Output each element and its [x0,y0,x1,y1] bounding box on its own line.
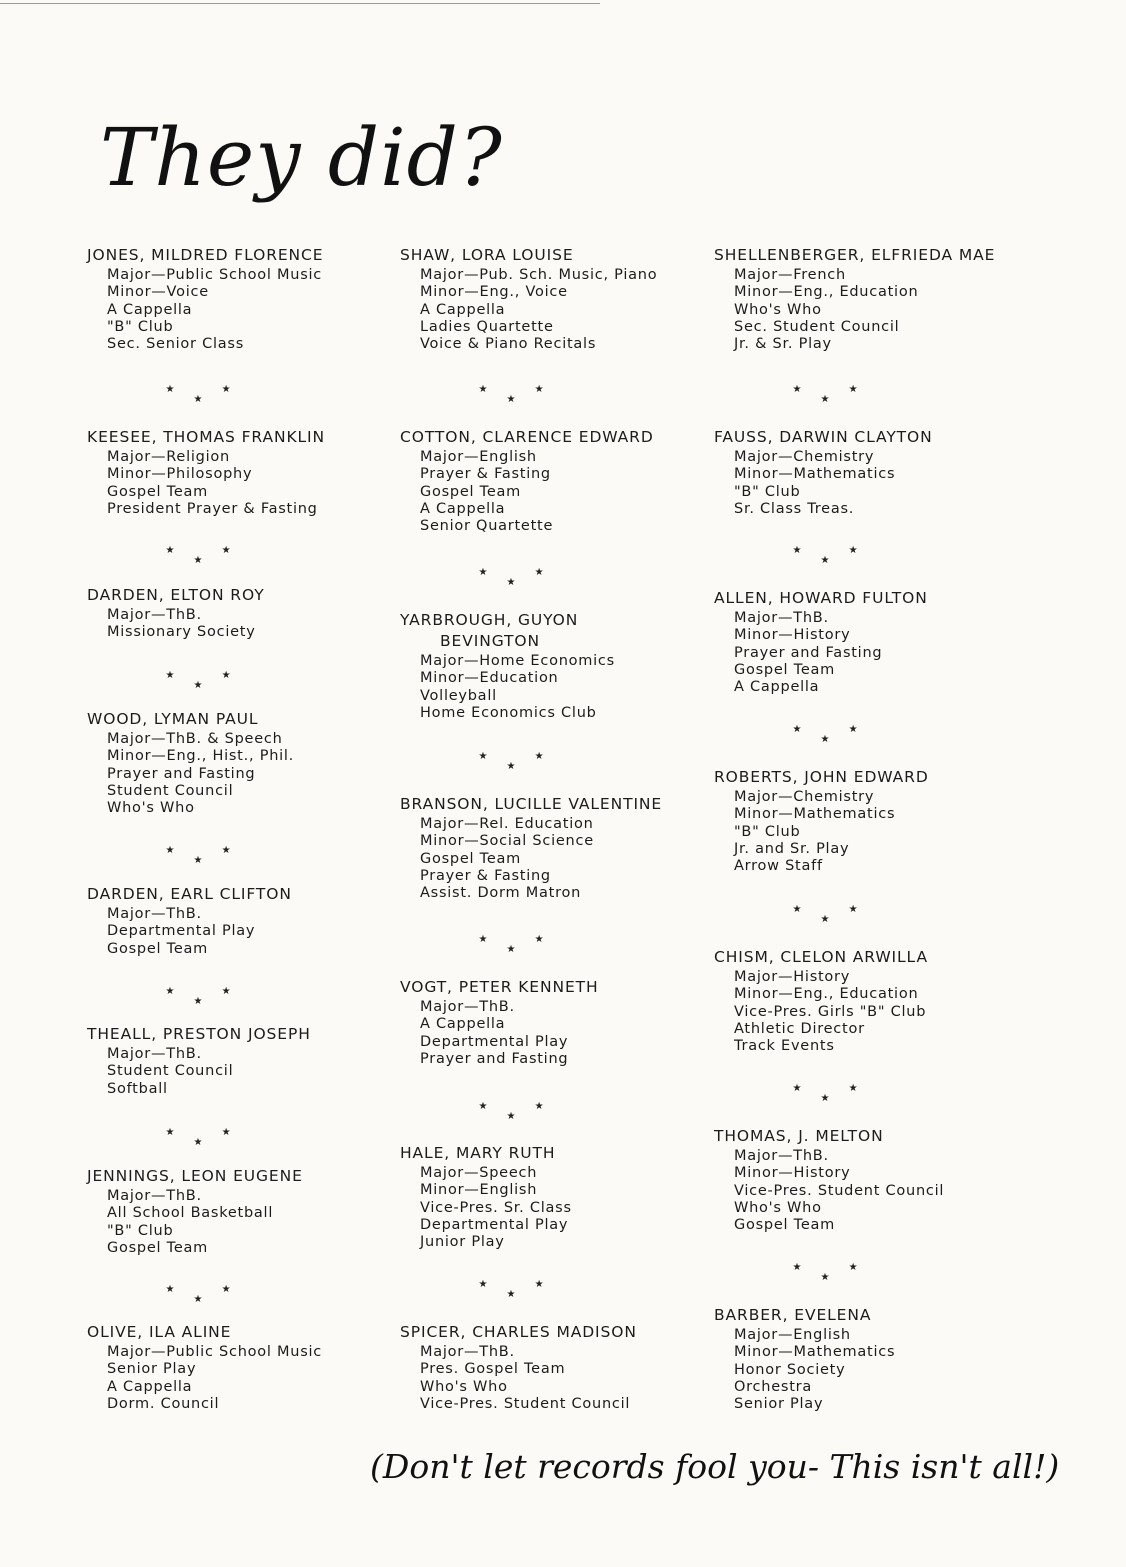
entry-name: BRANSON, LUCILLE VALENTINE [400,795,663,813]
star-separator: ★ ★ ★ [165,384,253,405]
activity-item: Softball [107,1080,168,1097]
activity-item: Volleyball [420,687,497,704]
activity-item: Major—ThB. [734,1148,829,1164]
page-title: They did? [100,111,503,204]
entry [714,1306,1014,1413]
entry [400,795,700,902]
star-separator: ★ ★ ★ [165,845,253,866]
activity-item: Ladies Quartette [420,318,554,335]
activity-item: A Cappella [107,301,193,318]
activity-item: A Cappella [734,679,820,696]
activity-item: Minor—Eng., Education [734,986,919,1003]
activity-item: Major—Home Economics [420,653,615,669]
activity-item: Gospel Team [734,1217,835,1234]
star-separator: ★ ★ ★ [478,751,566,772]
star-separator: ★ ★ ★ [792,1083,880,1104]
activity-item: Gospel Team [734,661,835,678]
activity-item: Major—Chemistry [734,449,875,465]
activity-item: Track Events [734,1038,835,1055]
activity-item: Honor Society [734,1361,846,1378]
star-separator: ★ ★ ★ [792,904,880,925]
activity-item: A Cappella [420,1016,506,1033]
activity-list [87,1188,387,1257]
activity-item: Athletic Director [734,1020,865,1037]
entry [400,246,700,353]
entry [87,586,387,642]
activity-item: Who's Who [420,1378,508,1395]
activity-item: Sr. Class Treas. [734,500,855,517]
entry-name: SHAW, LORA LOUISE [400,246,574,264]
entry-name: KEESEE, THOMAS FRANKLIN [87,428,326,446]
activity-item: Minor—Education [420,670,559,687]
entry [87,1323,387,1413]
activity-item: Departmental Play [420,1216,569,1233]
activity-item: Major—Rel. Education [420,816,594,832]
activity-item: Vice-Pres. Student Council [420,1395,631,1412]
entry-name: ALLEN, HOWARD FULTON [714,589,928,607]
entry-name: CHISM, CLELON ARWILLA [714,948,928,966]
activity-item: All School Basketball [107,1205,274,1222]
activity-item: Major—ThB. [734,610,829,626]
entry-name-continued: BEVINGTON [440,632,541,650]
activity-item: Minor—Social Science [420,833,594,850]
activity-item: "B" Club [734,483,801,500]
activity-item: Student Council [107,1063,234,1080]
activity-list [87,1046,387,1098]
star-separator: ★ ★ ★ [478,934,566,955]
activity-item: Senior Play [107,1361,197,1378]
activity-item: Gospel Team [107,1239,208,1256]
page-footer: (Don't let records fool you- This isn't all!) [370,1447,1060,1486]
activity-list [87,267,387,353]
activity-item: Sec. Senior Class [107,336,244,353]
activity-list [400,1165,700,1251]
entry-name: SPICER, CHARLES MADISON [400,1323,637,1341]
activity-item: Pres. Gospel Team [420,1361,566,1378]
activity-item: Gospel Team [420,850,521,867]
star-separator: ★ ★ ★ [165,986,253,1007]
activity-item: Vice-Pres. Student Council [734,1182,945,1199]
activity-item: Who's Who [734,1199,822,1216]
activity-item: Major—ThB. [107,906,202,922]
activity-item: "B" Club [107,318,174,335]
activity-list [87,607,387,642]
activity-item: Major—ThB. [107,1188,202,1204]
activity-item: Sec. Student Council [734,318,900,335]
entry-name: THEALL, PRESTON JOSEPH [87,1025,311,1043]
entry [400,1323,700,1413]
activity-list [87,1344,387,1413]
activity-item: A Cappella [107,1378,193,1395]
activity-list [400,999,700,1068]
entry [87,1167,387,1257]
entry [714,1127,1014,1234]
activity-item: Gospel Team [107,483,208,500]
activity-item: Minor—Mathematics [734,806,896,823]
entry [400,978,700,1068]
activity-item: Prayer & Fasting [420,867,551,884]
entry [714,589,1014,696]
activity-item: Major—ThB. & Speech [107,731,283,747]
activity-list [714,1327,1014,1413]
activity-item: Jr. & Sr. Play [734,336,832,353]
activity-item: Dorm. Council [107,1395,220,1412]
activity-item: Minor—Eng., Hist., Phil. [107,748,295,765]
activity-item: Prayer & Fasting [420,466,551,483]
activity-item: Minor—Mathematics [734,1344,896,1361]
entry [400,428,700,535]
activity-item: Major—Pub. Sch. Music, Piano [420,267,658,283]
entry [87,246,387,353]
entry [87,885,387,958]
entry-name: JONES, MILDRED FLORENCE [87,246,324,264]
activity-item: Major—ThB. [107,1046,202,1062]
activity-item: Major—ThB. [107,607,202,623]
entry-name: SHELLENBERGER, ELFRIEDA MAE [714,246,996,264]
activity-list [400,816,700,902]
activity-list [714,267,1014,353]
activity-item: A Cappella [420,500,506,517]
entry-name: ROBERTS, JOHN EDWARD [714,768,929,786]
activity-list [714,449,1014,518]
activity-item: Gospel Team [107,940,208,957]
activity-item: Gospel Team [420,483,521,500]
star-separator: ★ ★ ★ [478,1101,566,1122]
activity-item: Major—ThB. [420,1344,515,1360]
star-separator: ★ ★ ★ [478,1279,566,1300]
activity-list [87,449,387,518]
entry-name: DARDEN, EARL CLIFTON [87,885,292,903]
activity-item: Junior Play [420,1234,505,1251]
entry-name: COTTON, CLARENCE EDWARD [400,428,654,446]
activity-item: Prayer and Fasting [420,1050,569,1067]
entry [400,611,700,722]
entry [714,246,1014,353]
entry-name: VOGT, PETER KENNETH [400,978,599,996]
activity-item: "B" Club [734,823,801,840]
activity-item: Student Council [107,782,234,799]
activity-list [400,1344,700,1413]
star-separator: ★ ★ ★ [478,384,566,405]
activity-list [87,906,387,958]
entry [714,428,1014,518]
activity-item: Minor—History [734,627,851,644]
star-separator: ★ ★ ★ [165,1127,253,1148]
star-separator: ★ ★ ★ [165,545,253,566]
activity-item: Major—English [734,1327,851,1343]
activity-item: Minor—English [420,1182,538,1199]
activity-item: Senior Play [734,1396,824,1413]
activity-list [714,789,1014,875]
entry [87,428,387,518]
star-separator: ★ ★ ★ [165,670,253,691]
entry [87,710,387,817]
activity-item: Vice-Pres. Girls "B" Club [734,1003,927,1020]
star-separator: ★ ★ ★ [792,724,880,745]
activity-item: Senior Quartette [420,518,554,535]
activity-item: Departmental Play [107,923,256,940]
activity-item: Home Economics Club [420,704,597,721]
activity-item: A Cappella [420,301,506,318]
activity-item: Missionary Society [107,624,256,641]
activity-item: Arrow Staff [734,858,823,875]
entry-name: JENNINGS, LEON EUGENE [87,1167,303,1185]
entry [714,768,1014,875]
activity-item: Jr. and Sr. Play [734,840,850,857]
activity-item: "B" Club [107,1222,174,1239]
star-separator: ★ ★ ★ [792,1262,880,1283]
activity-item: Prayer and Fasting [734,644,883,661]
activity-item: Orchestra [734,1378,812,1395]
entry-name: HALE, MARY RUTH [400,1144,556,1162]
activity-item: Assist. Dorm Matron [420,885,582,902]
entry-name: FAUSS, DARWIN CLAYTON [714,428,933,446]
star-separator: ★ ★ ★ [478,567,566,588]
activity-item: Prayer and Fasting [107,765,256,782]
entry-name: YARBROUGH, GUYON [400,611,579,629]
entry [87,1025,387,1098]
entry-name: DARDEN, ELTON ROY [87,586,265,604]
activity-item: Major—Religion [107,449,230,465]
activity-item: Who's Who [107,800,195,817]
activity-list [714,610,1014,696]
activity-item: Voice & Piano Recitals [420,336,597,353]
activity-list [714,1148,1014,1234]
activity-item: Major—Public School Music [107,267,323,283]
activity-item: Minor—Eng., Education [734,284,919,301]
entry-name: OLIVE, ILA ALINE [87,1323,232,1341]
activity-item: Vice-Pres. Sr. Class [420,1199,572,1216]
star-separator: ★ ★ ★ [165,1284,253,1305]
entry-name: THOMAS, J. MELTON [714,1127,884,1145]
activity-item: Minor—Philosophy [107,466,253,483]
top-rule [0,3,600,4]
activity-item: President Prayer & Fasting [107,500,318,517]
activity-list [400,449,700,535]
activity-list [714,969,1014,1055]
activity-item: Who's Who [734,301,822,318]
activity-item: Major—Chemistry [734,789,875,805]
activity-item: Minor—Voice [107,284,209,301]
entry [714,948,1014,1055]
star-separator: ★ ★ ★ [792,384,880,405]
activity-item: Minor—Eng., Voice [420,284,568,301]
entry-name: WOOD, LYMAN PAUL [87,710,259,728]
star-separator: ★ ★ ★ [792,545,880,566]
activity-item: Major—Public School Music [107,1344,323,1360]
activity-list [400,267,700,353]
activity-item: Minor—History [734,1165,851,1182]
activity-list [400,653,700,722]
activity-item: Major—English [420,449,537,465]
entry-name: BARBER, EVELENA [714,1306,872,1324]
activity-item: Major—Speech [420,1165,538,1181]
activity-item: Major—ThB. [420,999,515,1015]
activity-item: Minor—Mathematics [734,466,896,483]
entry [400,1144,700,1251]
activity-item: Departmental Play [420,1033,569,1050]
activity-item: Major—History [734,969,851,985]
activity-item: Major—French [734,267,846,283]
activity-list [87,731,387,817]
